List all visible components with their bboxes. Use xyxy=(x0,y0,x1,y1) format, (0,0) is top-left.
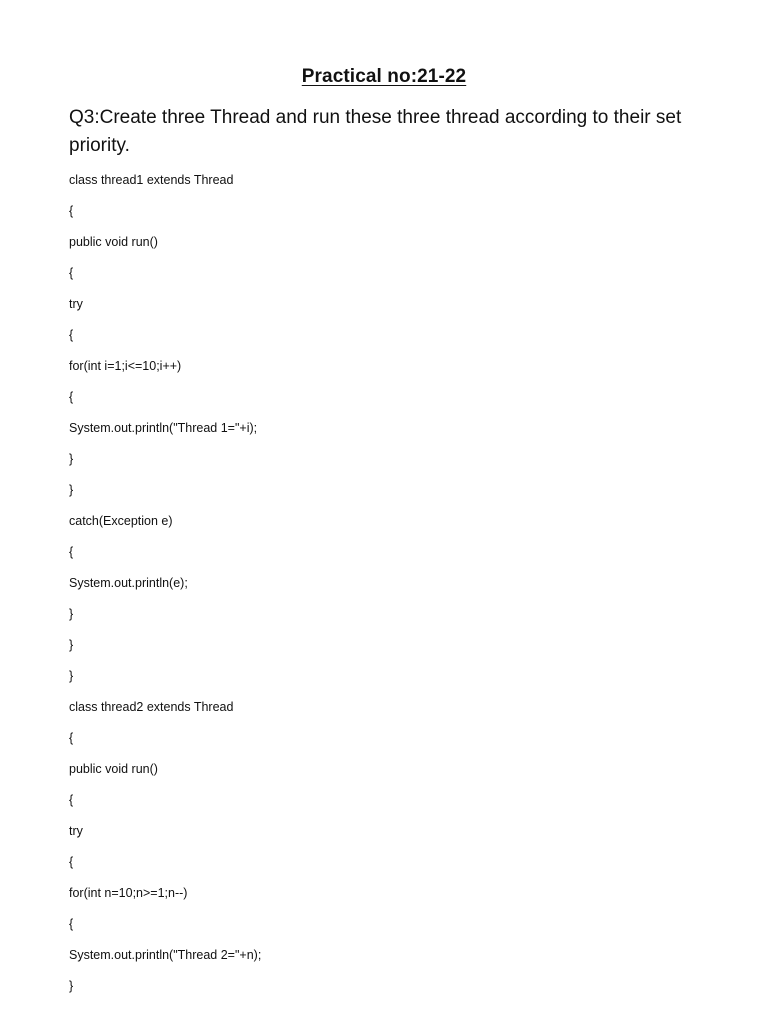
code-line: try xyxy=(69,297,83,311)
code-line: catch(Exception e) xyxy=(69,514,173,528)
question-text: Q3:Create three Thread and run these three thread according to their set priority. xyxy=(69,107,682,156)
code-line: public void run() xyxy=(69,235,158,249)
code-line: { xyxy=(69,204,74,218)
code-line: try xyxy=(69,824,83,838)
code-line: for(int i=1;i<=10;i++) xyxy=(69,359,182,373)
code-line: { xyxy=(69,917,74,931)
code-line: } xyxy=(69,483,74,497)
code-line: { xyxy=(69,266,74,280)
code-line: } xyxy=(69,979,74,993)
code-line: class thread1 extends Thread xyxy=(69,173,234,187)
code-line: System.out.println(e); xyxy=(69,576,188,590)
code-line: for(int n=10;n>=1;n--) xyxy=(69,886,188,900)
code-line: { xyxy=(69,855,74,869)
code-block xyxy=(69,170,261,1007)
code-line: } xyxy=(69,452,74,466)
page-title: Practical no:21-22 xyxy=(301,66,467,87)
code-line: { xyxy=(69,390,74,404)
code-line: { xyxy=(69,328,74,342)
code-line: } xyxy=(69,669,74,683)
code-line: } xyxy=(69,607,74,621)
code-line: class thread2 extends Thread xyxy=(69,700,234,714)
code-line: public void run() xyxy=(69,762,158,776)
code-line: { xyxy=(69,793,74,807)
code-line: System.out.println("Thread 2="+n); xyxy=(69,948,262,962)
code-line: { xyxy=(69,731,74,745)
code-line: } xyxy=(69,638,74,652)
code-line: System.out.println("Thread 1="+i); xyxy=(69,421,258,435)
code-line: { xyxy=(69,545,74,559)
